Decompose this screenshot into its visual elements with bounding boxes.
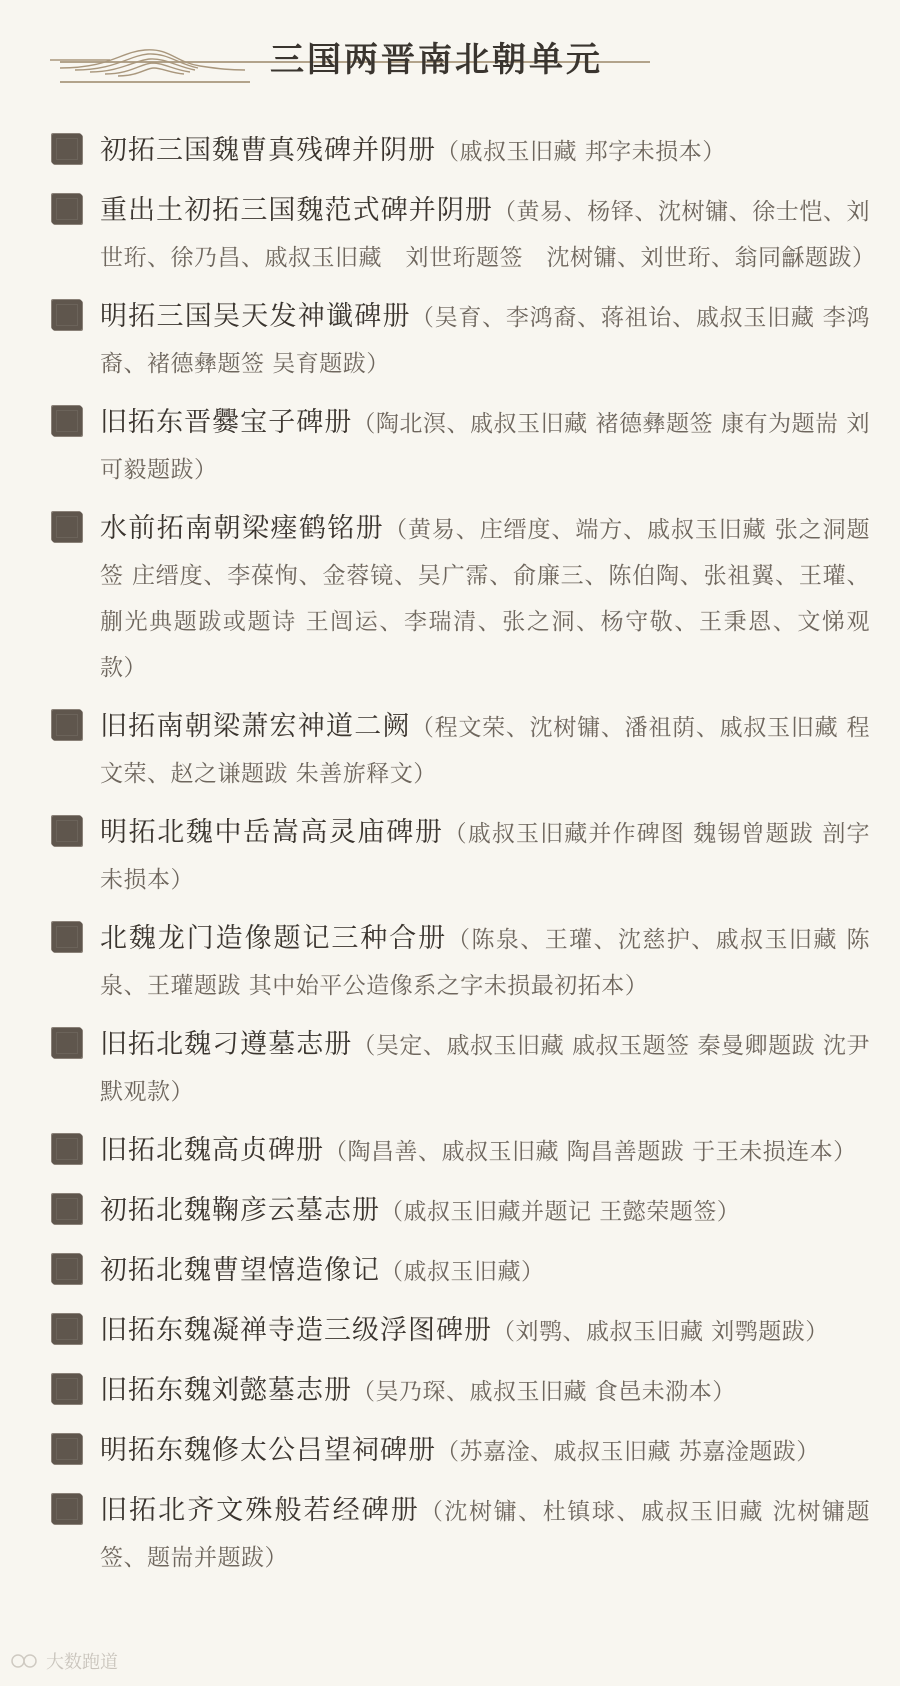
list-item [50,128,870,175]
rubbing-title: 明拓北魏中岳嵩高灵庙碑册 [100,817,444,848]
rubbing-title: 旧拓北魏刁遵墓志册 [100,1029,353,1060]
item-text [100,916,870,1009]
watermark [10,1648,118,1674]
item-text [100,188,876,281]
square-bullet-icon [52,300,82,330]
provenance-note: （戚叔玉旧藏） [380,1259,545,1285]
square-bullet-icon [52,1028,82,1058]
list-item [50,1308,870,1355]
rubbing-title: 旧拓南朝梁萧宏神道二阙 [100,711,411,742]
square-bullet-icon [52,1494,82,1524]
watermark-logo-icon [10,1652,40,1670]
provenance-note: （陶昌善、戚叔玉旧藏 陶昌善题跋 于王未损连本） [324,1139,857,1165]
square-bullet-icon [52,816,82,846]
list-item [50,1248,870,1295]
list-item [50,704,870,797]
item-text [100,810,870,903]
list-item [50,1188,870,1235]
item-text [100,128,870,175]
item-text [100,1488,870,1581]
list-item [50,1022,870,1115]
item-text [100,704,870,797]
rubbing-title: 北魏龙门造像题记三种合册 [100,923,448,954]
square-bullet-icon [52,1254,82,1284]
provenance-note: （戚叔玉旧藏并题记 王懿荣题签） [380,1199,741,1225]
rubbing-title: 初拓三国魏曹真残碑并阴册 [100,135,436,166]
page-title: 三国两晋南北朝单元 [270,40,603,80]
provenance-note: （沈树镛、杜镇球、戚叔玉旧藏 沈树镛题签、题耑并题跋） [100,1499,871,1571]
square-bullet-icon [52,1134,82,1164]
item-text [100,294,870,387]
section-header [50,22,650,84]
rubbing-title: 明拓三国吴天发神谶碑册 [100,301,411,332]
rubbing-title: 旧拓北齐文殊般若经碑册 [100,1495,420,1526]
provenance-note: （吴育、李鸿裔、蒋祖诒、戚叔玉旧藏 李鸿裔、褚德彝题签 吴育题跋） [100,305,871,377]
rubbing-title: 重出土初拓三国魏范式碑并阴册 [100,195,493,226]
square-bullet-icon [52,406,82,436]
square-bullet-icon [52,922,82,952]
item-text [100,1308,870,1355]
square-bullet-icon [52,710,82,740]
item-text [100,1188,870,1235]
provenance-note: （陈泉、王瓘、沈慈护、戚叔玉旧藏 陈泉、王瓘题跋 其中始平公造像系之字未损最初拓本） [100,927,871,999]
rubbing-title: 明拓东魏修太公吕望祠碑册 [100,1435,436,1466]
provenance-note: （陶北溟、戚叔玉旧藏 褚德彝题签 康有为题耑 刘可毅题跋） [100,411,871,483]
provenance-note: （程文荣、沈树镛、潘祖荫、戚叔玉旧藏 程文荣、赵之谦题跋 朱善旂释文） [100,715,871,787]
item-text [100,1428,870,1475]
rubbing-title: 旧拓北魏高贞碑册 [100,1135,324,1166]
list-item [50,916,870,1009]
square-bullet-icon [52,134,82,164]
list-item [50,400,870,493]
list-item [50,1128,870,1175]
rubbing-title: 旧拓东晋爨宝子碑册 [100,407,353,438]
item-text [100,1022,870,1115]
item-text [100,1368,870,1415]
list-item [50,1368,870,1415]
square-bullet-icon [52,512,82,542]
rubbing-title: 初拓北魏曹望憘造像记 [100,1255,380,1286]
provenance-note: （戚叔玉旧藏并作碑图 魏锡曾题跋 剖字未损本） [100,821,871,893]
watermark-text: 大数跑道 [46,1652,118,1673]
list-item [50,294,870,387]
list-item [50,1488,870,1581]
item-text [100,400,870,493]
list-item [50,506,870,691]
item-text [100,1128,870,1175]
item-text [100,1248,870,1295]
square-bullet-icon [52,1434,82,1464]
rubbing-title: 旧拓东魏刘懿墓志册 [100,1375,352,1406]
square-bullet-icon [52,1374,82,1404]
provenance-note: （吴定、戚叔玉旧藏 戚叔玉题签 秦曼卿题跋 沈尹默观款） [100,1033,871,1105]
catalog-list [50,128,876,1594]
rubbing-title: 水前拓南朝梁瘗鹤铭册 [100,513,385,544]
provenance-note: （戚叔玉旧藏 邦字未损本） [436,139,726,165]
provenance-note: （黄易、庄缙度、端方、戚叔玉旧藏 张之洞题签 庄缙度、李葆恂、金蓉镜、吴广霈、俞廉三、陈伯陶、张祖翼、王瓘、蒯光典题跋或题诗 王闿运、李瑞清、张之洞、杨守敬、王秉恩、文悌观款） [100,517,870,681]
square-bullet-icon [52,1314,82,1344]
rubbing-title: 旧拓东魏凝禅寺造三级浮图碑册 [100,1315,492,1346]
provenance-note: （吴乃琛、戚叔玉旧藏 食邑未泐本） [352,1379,736,1405]
list-item [50,810,870,903]
provenance-note: （黄易、杨铎、沈树镛、徐士恺、刘世珩、徐乃昌、戚叔玉旧藏 刘世珩题签 沈树镛、刘世珩、翁同龢题跋） [100,199,876,271]
item-text [100,506,870,691]
provenance-note: （苏嘉淦、戚叔玉旧藏 苏嘉淦题跋） [436,1439,820,1465]
list-item [50,1428,870,1475]
square-bullet-icon [52,194,82,224]
square-bullet-icon [52,1194,82,1224]
list-item [50,188,876,281]
provenance-note: （刘鹗、戚叔玉旧藏 刘鹗题跋） [492,1319,829,1345]
rubbing-title: 初拓北魏鞠彦云墓志册 [100,1195,380,1226]
